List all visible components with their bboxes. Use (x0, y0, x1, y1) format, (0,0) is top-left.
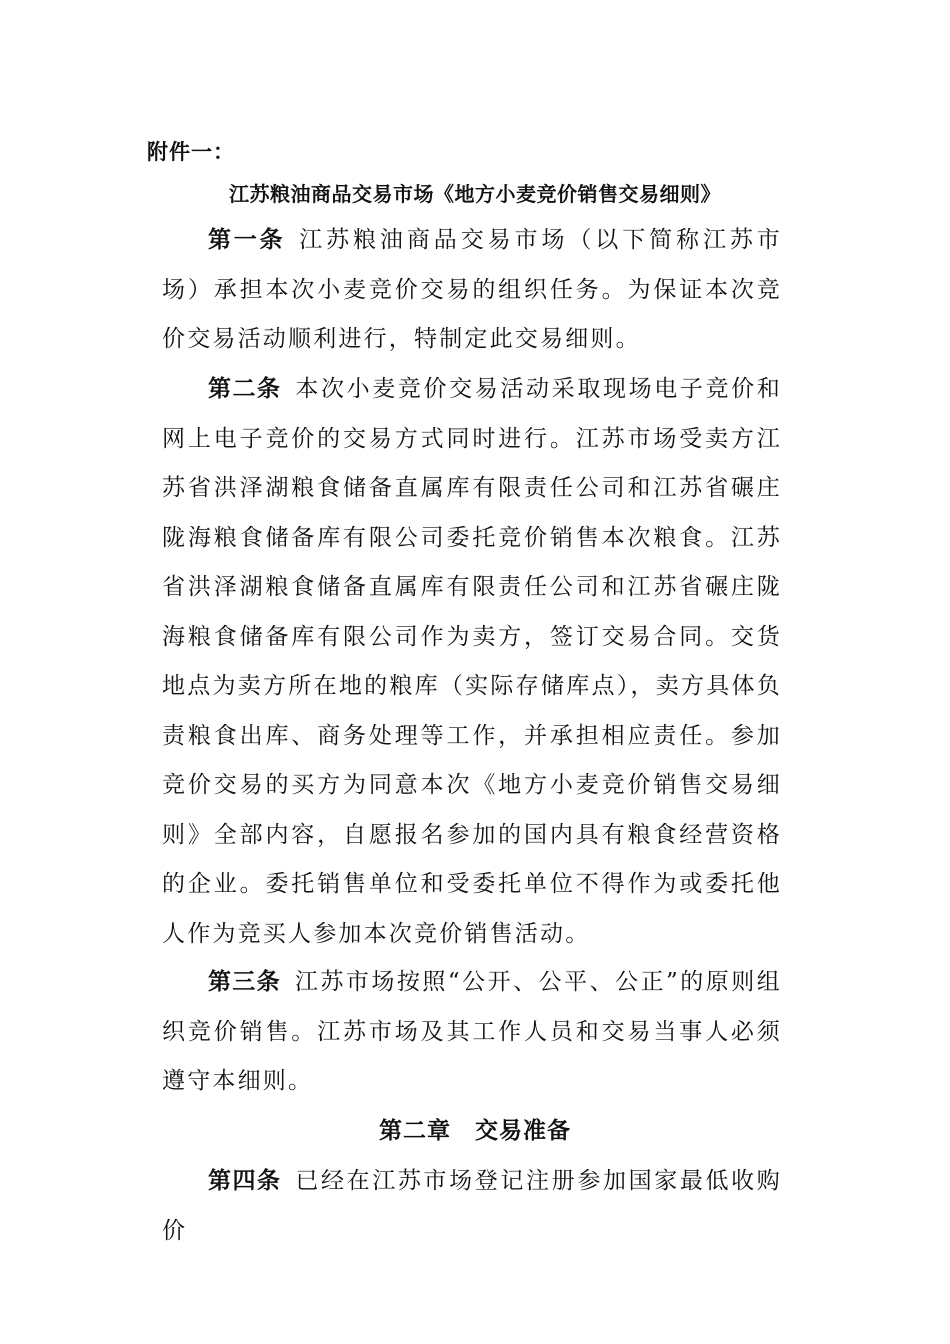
article-2-text: 本次小麦竞价交易活动采取现场电子竞价和网上电子竞价的交易方式同时进行。江苏市场受卖方江苏省洪泽湖粮食储备直属库有限责任公司和江苏省碾庄陇海粮食储备库有限公司委托竞价销售本次粮食。江苏省洪泽湖粮食储备直属库有限责任公司和江苏省碾庄陇海粮食储备库有限公司作为卖方，签订交易合同。交货地点为卖方所在地的粮库（实际存储库点），卖方具体负责粮食出库、商务处理等工作，并承担相应责任。参加竞价交易的买方为同意本次《地方小麦竞价销售交易细则》全部内容，自愿报名参加的国内具有粮食经营资格的企业。委托销售单位和受委托单位不得作为或委托他人作为竞买人参加本次竞价销售活动。 (162, 376, 782, 947)
article-1-number: 第一条 (208, 227, 286, 253)
article-4-number: 第四条 (208, 1168, 282, 1194)
article-4-text: 已经在江苏市场登记注册参加国家最低收购价 (162, 1168, 782, 1244)
chapter-heading: 第二章 交易准备 (379, 1118, 571, 1144)
article-3 (162, 958, 782, 1107)
article-3-text: 江苏市场按照“公开、公平、公正”的原则组织竞价销售。江苏市场及其工作人员和交易当事人必须遵守本细则。 (162, 969, 782, 1094)
attachment-label: 附件一： (147, 140, 235, 164)
article-4 (162, 1157, 782, 1256)
article-3-number: 第三条 (208, 969, 281, 995)
article-1 (162, 216, 782, 365)
article-2-number: 第二条 (208, 376, 282, 402)
article-2 (162, 365, 782, 959)
document-title: 江苏粮油商品交易市场《地方小麦竞价销售交易细则》 (229, 182, 721, 206)
article-1-text: 江苏粮油商品交易市场（以下简称江苏市场）承担本次小麦竞价交易的组织任务。为保证本次竞价交易活动顺利进行，特制定此交易细则。 (162, 227, 783, 352)
